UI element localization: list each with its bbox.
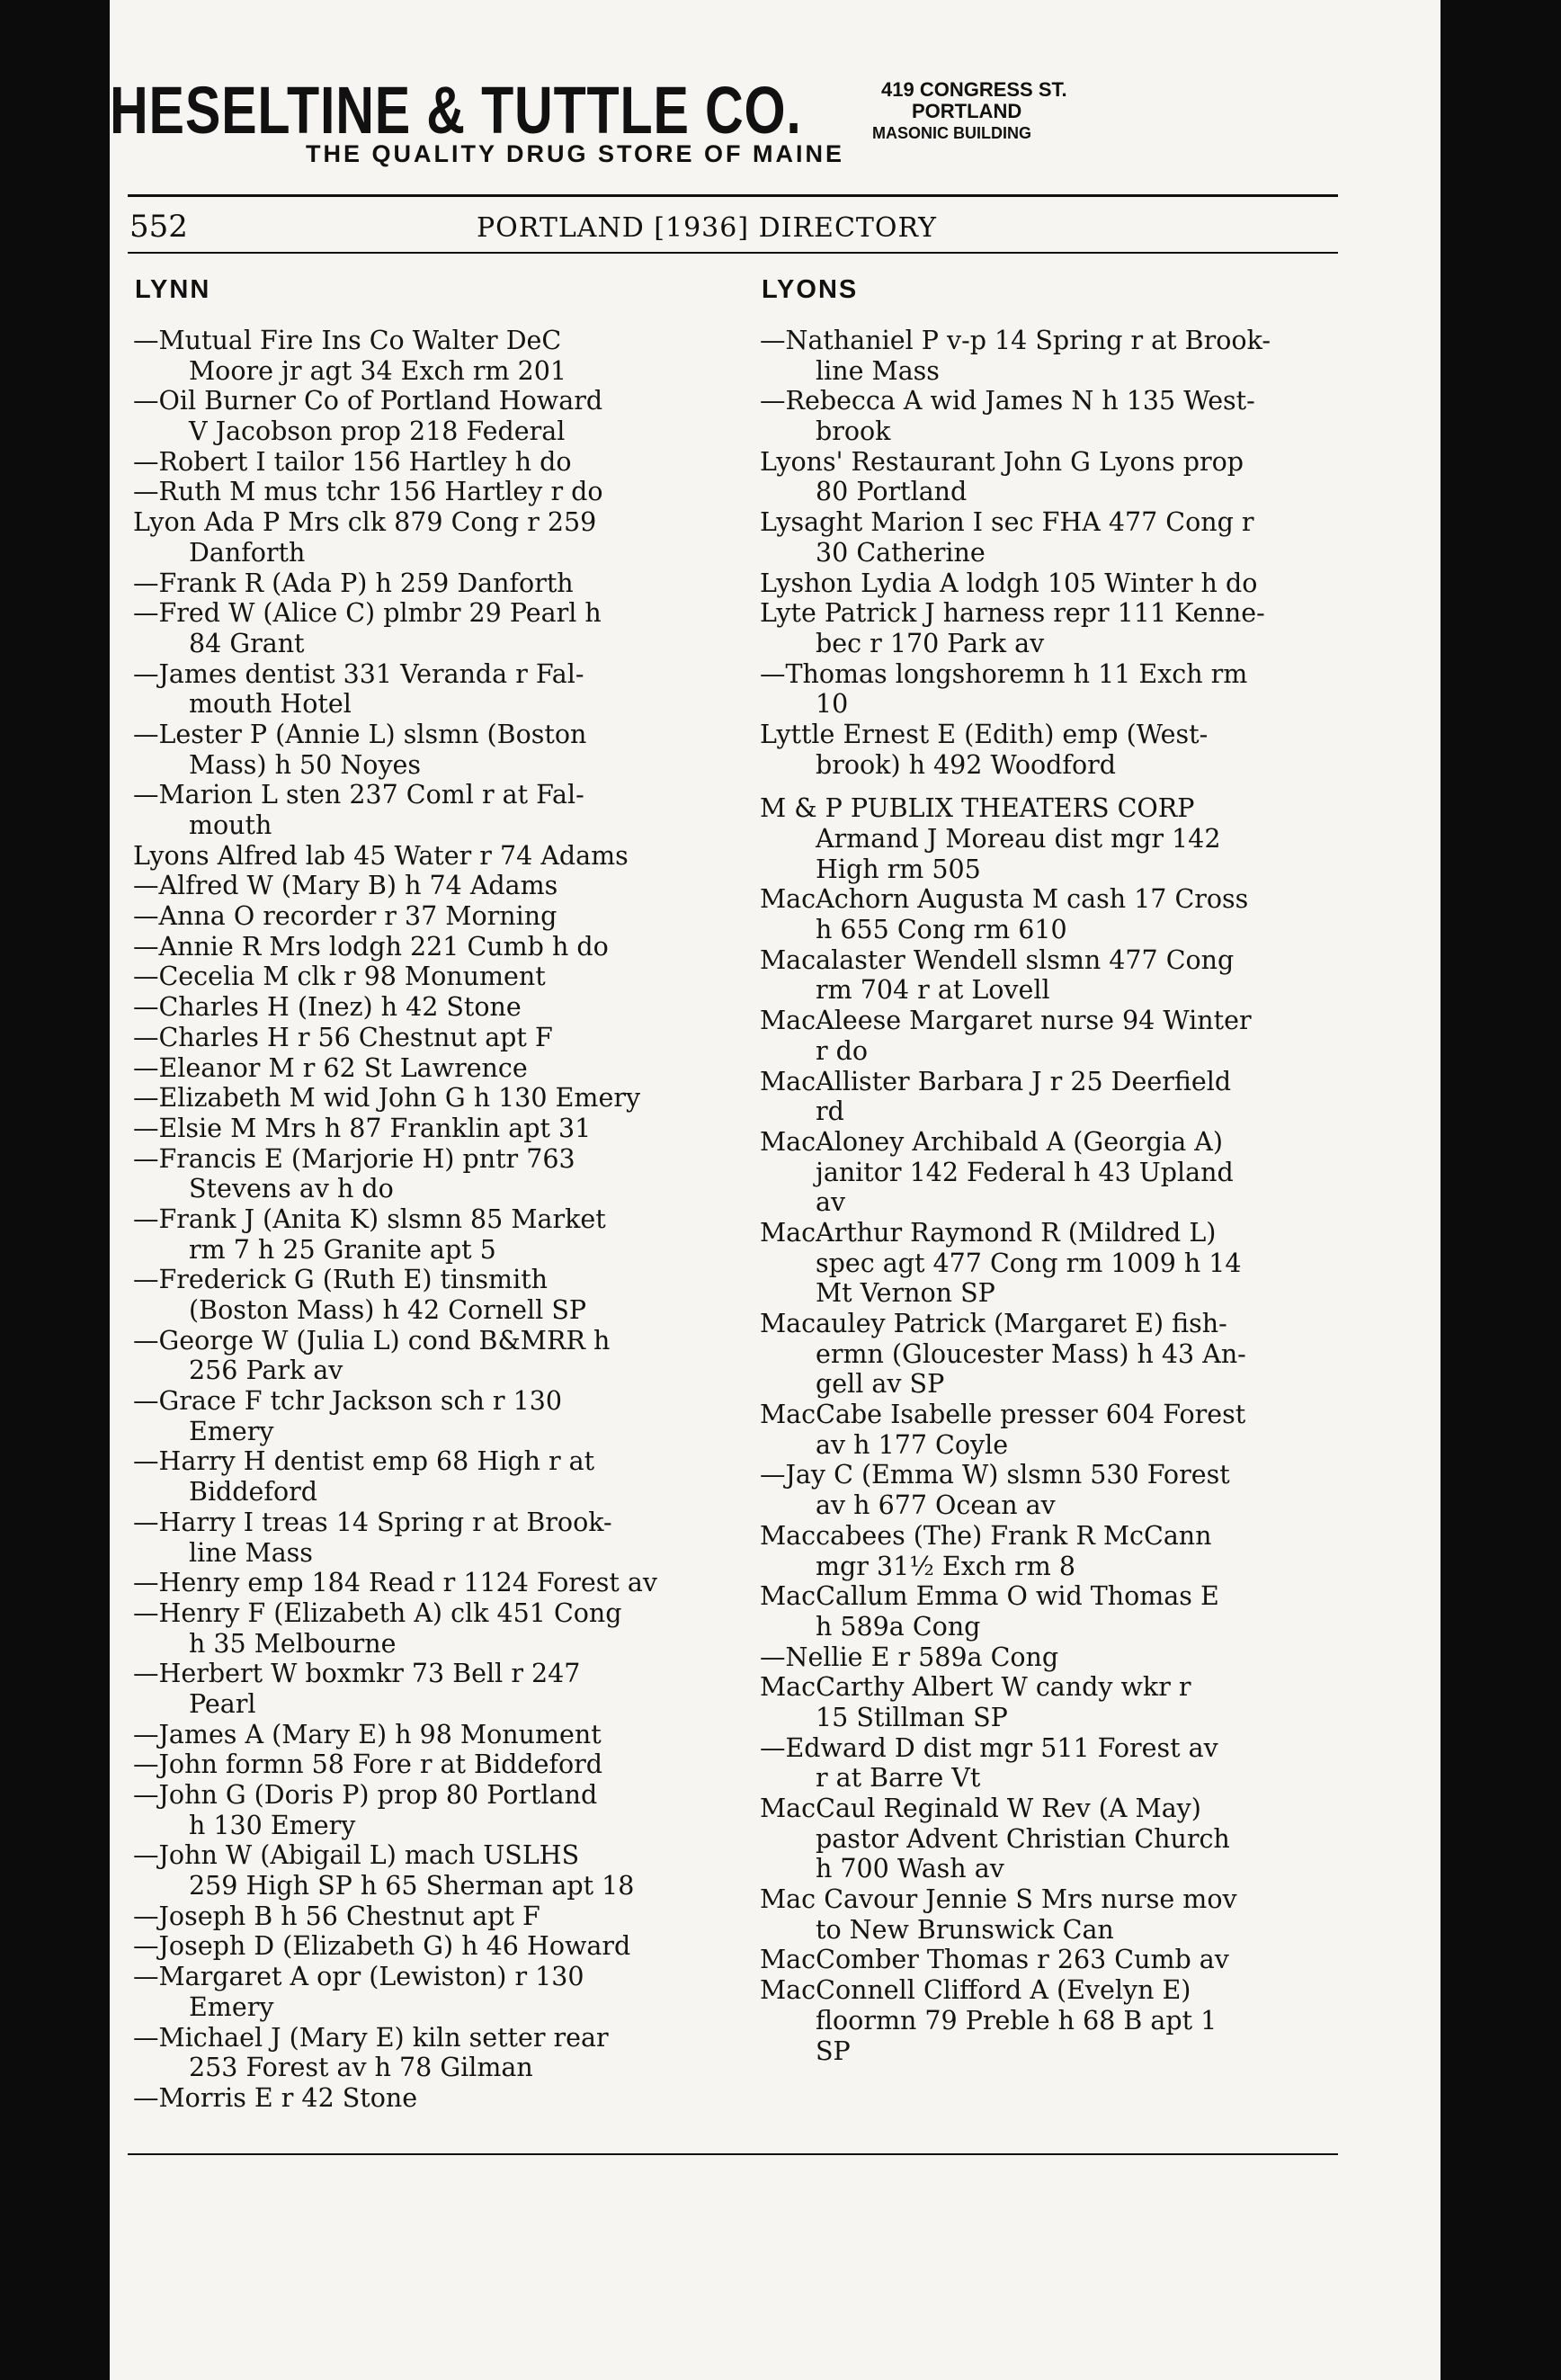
directory-entry xyxy=(760,1945,1344,1975)
entry-line: to New Brunswick Can xyxy=(816,1914,1114,1945)
directory-entry xyxy=(760,1794,1344,1884)
entry-line: rd xyxy=(816,1096,844,1127)
directory-entry xyxy=(760,568,1344,599)
entry-line: Emery xyxy=(189,1416,274,1446)
directory-entry xyxy=(760,598,1344,658)
page-title: PORTLAND [1936] DIRECTORY xyxy=(477,212,937,244)
entry-line: h 130 Emery xyxy=(189,1810,356,1840)
entry-line: rm 7 h 25 Granite apt 5 xyxy=(189,1234,496,1265)
entry-line: MacAloney Archibald A (Georgia A) xyxy=(760,1126,1223,1157)
directory-entry xyxy=(133,901,718,932)
entry-line: —Rebecca A wid James N h 135 West- xyxy=(760,386,1255,416)
entry-line: ermn (Gloucester Mass) h 43 An- xyxy=(816,1338,1246,1369)
directory-entry xyxy=(133,841,718,872)
entry-line: h 655 Cong rm 610 xyxy=(816,915,1067,945)
entry-line: 10 xyxy=(816,689,849,720)
directory-entry xyxy=(133,1204,718,1265)
directory-entry xyxy=(760,945,1344,1006)
entry-line: Lysaght Marion I sec FHA 477 Cong r xyxy=(760,507,1254,538)
entry-line: 80 Portland xyxy=(816,477,968,507)
entry-line: MacAchorn Augusta M cash 17 Cross xyxy=(760,884,1249,915)
directory-entry xyxy=(133,659,718,720)
directory-entry xyxy=(133,1840,718,1901)
entry-line: MacAllister Barbara J r 25 Deerfield xyxy=(760,1066,1232,1096)
entry-line: Danforth xyxy=(189,537,306,568)
entry-line: mouth Hotel xyxy=(189,689,352,720)
directory-entry xyxy=(760,1581,1344,1642)
title-rule xyxy=(128,252,1338,254)
entry-line: —Alfred W (Mary B) h 74 Adams xyxy=(133,871,558,901)
entry-line: —Harry I treas 14 Spring r at Brook- xyxy=(133,1507,612,1537)
entry-line: —Charles H r 56 Chestnut apt F xyxy=(133,1022,553,1052)
entry-line: —Harry H dentist emp 68 High r at xyxy=(133,1446,595,1477)
directory-entry xyxy=(133,2083,718,2114)
entry-line: —Anna O recorder r 37 Morning xyxy=(133,901,558,932)
guide-word-right: LYONS xyxy=(762,275,859,304)
entry-line: MacArthur Raymond R (Mildred L) xyxy=(760,1217,1217,1248)
directory-entry xyxy=(760,1642,1344,1673)
directory-entry xyxy=(133,1083,718,1114)
entry-line: Emery xyxy=(189,1991,274,2022)
entry-line: line Mass xyxy=(189,1537,313,1568)
entry-line: Lyons' Restaurant John G Lyons prop xyxy=(760,446,1244,477)
directory-entry xyxy=(133,932,718,962)
directory-entry xyxy=(760,1521,1344,1581)
directory-entry xyxy=(133,568,718,599)
entry-line: —James A (Mary E) h 98 Monument xyxy=(133,1719,602,1749)
directory-entry xyxy=(133,2023,718,2083)
entry-line: Maccabees (The) Frank R McCann xyxy=(760,1520,1212,1551)
entry-line: Lyte Patrick J harness repr 111 Kenne- xyxy=(760,598,1265,629)
entry-line: Mt Vernon SP xyxy=(816,1278,995,1309)
advertiser-address-line: 419 CONGRESS ST. xyxy=(881,78,1067,101)
directory-entry xyxy=(760,1884,1344,1945)
entry-line: —Eleanor M r 62 St Lawrence xyxy=(133,1052,528,1083)
directory-entry xyxy=(133,871,718,901)
entry-line: MacAleese Margaret nurse 94 Winter xyxy=(760,1006,1252,1036)
header-rule xyxy=(128,194,1338,197)
entry-line: —Frank J (Anita K) slsmn 85 Market xyxy=(133,1203,606,1234)
entry-line: —Grace F tchr Jackson sch r 130 xyxy=(133,1386,562,1417)
entry-line: Mass) h 50 Noyes xyxy=(189,749,422,780)
entry-line: —Henry emp 184 Read r 1124 Forest av xyxy=(133,1568,657,1598)
directory-entry xyxy=(760,507,1344,568)
entry-line: —Frank R (Ada P) h 259 Danforth xyxy=(133,568,574,598)
directory-entry xyxy=(760,386,1344,446)
entry-line: Lyons Alfred lab 45 Water r 74 Adams xyxy=(133,840,629,871)
guide-word-left: LYNN xyxy=(135,275,211,304)
directory-entry xyxy=(760,1309,1344,1400)
directory-entry xyxy=(133,1326,718,1386)
entry-line: h 589a Cong xyxy=(816,1611,981,1642)
entry-line: Lyshon Lydia A lodgh 105 Winter h do xyxy=(760,568,1258,598)
entry-line: —Henry F (Elizabeth A) clk 451 Cong xyxy=(133,1597,622,1628)
directory-entry xyxy=(760,1672,1344,1732)
directory-entry xyxy=(760,1733,1344,1794)
entry-line: —Herbert W boxmkr 73 Bell r 247 xyxy=(133,1659,581,1689)
advertiser-address-line: MASONIC BUILDING xyxy=(872,124,1031,142)
entry-line: Biddeford xyxy=(189,1477,317,1508)
directory-entry xyxy=(133,962,718,992)
directory-entry xyxy=(133,1598,718,1659)
directory-entry xyxy=(133,1901,718,1932)
directory-entry xyxy=(133,1265,718,1325)
directory-entry xyxy=(133,1780,718,1840)
directory-entry xyxy=(133,1568,718,1598)
directory-entry xyxy=(133,507,718,568)
entry-line: —Charles H (Inez) h 42 Stone xyxy=(133,992,522,1023)
directory-entry xyxy=(133,720,718,780)
directory-entry xyxy=(760,1127,1344,1218)
entry-line: —Lester P (Annie L) slsmn (Boston xyxy=(133,719,587,749)
directory-entry xyxy=(133,447,718,478)
page-number: 552 xyxy=(129,209,188,245)
entry-line: 253 Forest av h 78 Gilman xyxy=(189,2053,533,2083)
entry-line: —George W (Julia L) cond B&MRR h xyxy=(133,1325,611,1356)
entry-line: —Jay C (Emma W) slsmn 530 Forest xyxy=(760,1460,1230,1490)
entry-line: 84 Grant xyxy=(189,628,305,658)
entry-line: Macauley Patrick (Margaret E) fish- xyxy=(760,1309,1227,1338)
directory-entry xyxy=(133,598,718,658)
entry-line: 256 Park av xyxy=(189,1356,343,1386)
directory-entry xyxy=(133,1053,718,1084)
entry-line: MacComber Thomas r 263 Cumb av xyxy=(760,1945,1229,1975)
advertiser-name: HESELTINE & TUTTLE CO. xyxy=(110,73,802,148)
entry-line: Macalaster Wendell slsmn 477 Cong xyxy=(760,944,1235,975)
entry-line: brook xyxy=(816,416,891,447)
entry-line: 30 Catherine xyxy=(816,537,986,568)
directory-entry xyxy=(133,1446,718,1507)
directory-entry xyxy=(133,1749,718,1780)
entry-line: spec agt 477 Cong rm 1009 h 14 xyxy=(816,1248,1242,1278)
directory-entry xyxy=(133,1144,718,1204)
directory-entry xyxy=(133,1114,718,1144)
entry-line: —Joseph D (Elizabeth G) h 46 Howard xyxy=(133,1931,631,1962)
entry-line: Armand J Moreau dist mgr 142 xyxy=(816,824,1221,854)
entry-line: floormn 79 Preble h 68 B apt 1 xyxy=(816,2005,1218,2036)
advertiser-address-line: PORTLAND xyxy=(912,100,1022,122)
entry-line: MacCallum Emma O wid Thomas E xyxy=(760,1581,1219,1612)
entry-line: SP xyxy=(816,2036,851,2066)
entry-line: —Morris E r 42 Stone xyxy=(133,2082,418,2113)
footer-rule xyxy=(128,2153,1338,2155)
entry-line: —Thomas longshoremn h 11 Exch rm xyxy=(760,658,1248,689)
entry-line: M & P PUBLIX THEATERS CORP xyxy=(760,793,1195,824)
entry-line: High rm 505 xyxy=(816,854,981,884)
entry-line: —Ruth M mus tchr 156 Hartley r do xyxy=(133,477,603,507)
entry-line: 15 Stillman SP xyxy=(816,1702,1008,1732)
directory-entry xyxy=(760,1975,1344,2066)
entry-line: 259 High SP h 65 Sherman apt 18 xyxy=(189,1871,635,1901)
entry-line: Lyon Ada P Mrs clk 879 Cong r 259 xyxy=(133,507,597,538)
directory-entry xyxy=(760,447,1344,507)
entry-line: r at Barre Vt xyxy=(816,1763,981,1794)
directory-entry xyxy=(760,1067,1344,1127)
directory-entry xyxy=(760,1006,1344,1066)
entry-line: —Nellie E r 589a Cong xyxy=(760,1642,1059,1672)
directory-entry xyxy=(760,884,1344,944)
directory-entry xyxy=(133,1659,718,1719)
entry-line: —Fred W (Alice C) plmbr 29 Pearl h xyxy=(133,598,602,629)
entry-line: —Mutual Fire Ins Co Walter DeC xyxy=(133,326,562,355)
left-column xyxy=(133,326,718,2114)
entry-line: —Elizabeth M wid John G h 130 Emery xyxy=(133,1083,641,1114)
entry-line: Moore jr agt 34 Exch rm 201 xyxy=(189,355,566,386)
entry-line: —John W (Abigail L) mach USLHS xyxy=(133,1840,580,1871)
directory-entry xyxy=(133,477,718,507)
entry-line: MacConnell Clifford A (Evelyn E) xyxy=(760,1975,1191,2006)
directory-entry xyxy=(133,780,718,840)
entry-line: —Elsie M Mrs h 87 Franklin apt 31 xyxy=(133,1113,592,1143)
entry-line: —James dentist 331 Veranda r Fal- xyxy=(133,658,584,689)
entry-line: V Jacobson prop 218 Federal xyxy=(189,416,566,447)
entry-line: Pearl xyxy=(189,1688,256,1719)
directory-entry xyxy=(133,1386,718,1446)
entry-line: —Francis E (Marjorie H) pntr 763 xyxy=(133,1143,575,1174)
entry-line: —Annie R Mrs lodgh 221 Cumb h do xyxy=(133,931,609,962)
entry-line: —John G (Doris P) prop 80 Portland xyxy=(133,1780,598,1810)
entry-line: —Frederick G (Ruth E) tinsmith xyxy=(133,1265,549,1295)
entry-line: MacCarthy Albert W candy wkr r xyxy=(760,1672,1191,1703)
entry-line: rm 704 r at Lovell xyxy=(816,975,1050,1006)
entry-line: MacCaul Reginald W Rev (A May) xyxy=(760,1794,1201,1823)
directory-entry xyxy=(133,992,718,1023)
entry-line: —John formn 58 Fore r at Biddeford xyxy=(133,1749,603,1780)
directory-entry xyxy=(760,1460,1344,1520)
entry-line: —Cecelia M clk r 98 Monument xyxy=(133,962,546,992)
directory-entry xyxy=(133,326,718,386)
directory-entry xyxy=(760,326,1344,386)
entry-line: gell av SP xyxy=(816,1369,945,1400)
entry-line: (Boston Mass) h 42 Cornell SP xyxy=(189,1295,587,1325)
directory-entry xyxy=(133,386,718,446)
directory-entry xyxy=(133,1962,718,2022)
advertiser-address xyxy=(872,79,1178,144)
entry-line: av h 677 Ocean av xyxy=(816,1490,1056,1521)
entry-line: line Mass xyxy=(816,355,940,386)
directory-entry xyxy=(760,1400,1344,1460)
entry-line: —Michael J (Mary E) kiln setter rear xyxy=(133,2022,609,2053)
advertiser-tagline: THE QUALITY DRUG STORE OF MAINE xyxy=(306,140,845,167)
directory-entry xyxy=(760,793,1344,884)
entry-line: mouth xyxy=(189,810,272,840)
directory-entry xyxy=(133,1508,718,1568)
directory-entry xyxy=(760,720,1344,780)
right-column xyxy=(760,326,1344,2066)
entry-line: Mac Cavour Jennie S Mrs nurse mov xyxy=(760,1884,1237,1915)
entry-line: —Nathaniel P v-p 14 Spring r at Brook- xyxy=(760,326,1271,355)
entry-line: —Robert I tailor 156 Hartley h do xyxy=(133,446,572,477)
entry-line: MacCabe Isabelle presser 604 Forest xyxy=(760,1400,1246,1430)
entry-line: h 35 Melbourne xyxy=(189,1628,397,1659)
entry-line: —Joseph B h 56 Chestnut apt F xyxy=(133,1901,540,1931)
directory-entry xyxy=(133,1023,718,1053)
directory-entry xyxy=(760,1218,1344,1309)
entry-line: Lyttle Ernest E (Edith) emp (West- xyxy=(760,719,1209,749)
entry-line: —Edward D dist mgr 511 Forest av xyxy=(760,1732,1218,1763)
entry-line: —Marion L sten 237 Coml r at Fal- xyxy=(133,780,584,810)
entry-line: av h 177 Coyle xyxy=(816,1429,1009,1460)
entry-line: h 700 Wash av xyxy=(816,1854,1004,1884)
directory-entry xyxy=(133,1720,718,1750)
entry-line: janitor 142 Federal h 43 Upland xyxy=(816,1157,1234,1187)
entry-line: mgr 31½ Exch rm 8 xyxy=(816,1551,1075,1581)
entry-line: —Oil Burner Co of Portland Howard xyxy=(133,386,603,416)
entry-line: av xyxy=(816,1187,846,1218)
entry-line: Stevens av h do xyxy=(189,1174,394,1204)
entry-line: brook) h 492 Woodford xyxy=(816,749,1116,780)
entry-line: r do xyxy=(816,1035,869,1066)
directory-entry xyxy=(133,1931,718,1962)
entry-line: —Margaret A opr (Lewiston) r 130 xyxy=(133,1962,584,1992)
entry-line: pastor Advent Christian Church xyxy=(816,1823,1230,1854)
directory-entry xyxy=(760,659,1344,720)
entry-line: bec r 170 Park av xyxy=(816,628,1045,658)
